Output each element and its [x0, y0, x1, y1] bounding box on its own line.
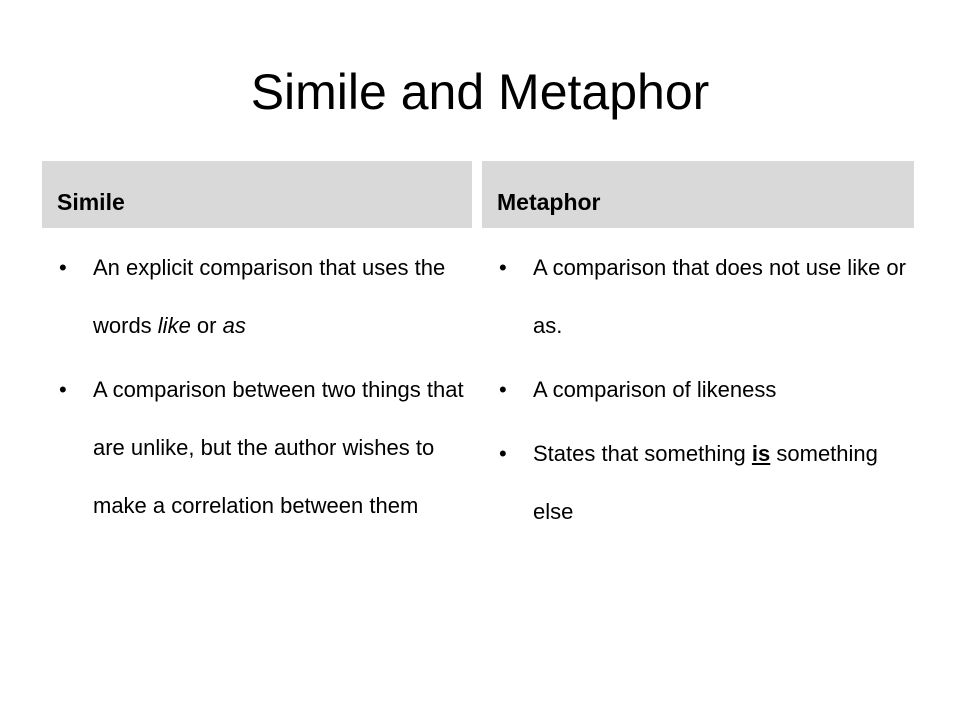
- simile-list: [42, 228, 472, 535]
- metaphor-item-states-is: [482, 425, 914, 541]
- metaphor-item-no-like-as: [482, 239, 914, 355]
- slide-title: Simile and Metaphor: [250, 64, 710, 120]
- simile-item-text: A comparison between two things that are unlike, but the author wishes to make a correlation between them: [93, 377, 464, 518]
- bullet-icon: •: [59, 255, 67, 280]
- simile-item-unlike-things: [42, 361, 472, 535]
- metaphor-list: [482, 228, 914, 541]
- simile-item-explicit-comparison: [42, 239, 472, 355]
- bullet-icon: •: [499, 377, 507, 402]
- emphasized-word-is: is: [751, 441, 771, 466]
- metaphor-item-text: States that something: [533, 441, 752, 466]
- metaphor-item-text: A comparison that does not use like or as.: [533, 255, 906, 338]
- simile-item-text: An explicit comparison that uses the words: [93, 255, 446, 338]
- bullet-icon: •: [499, 255, 507, 280]
- metaphor-header: Metaphor: [482, 161, 914, 228]
- simile-item-text: or: [190, 313, 223, 338]
- metaphor-item-text: A comparison of likeness: [533, 377, 777, 402]
- bullet-icon: •: [59, 377, 67, 402]
- metaphor-column: [482, 161, 914, 547]
- italic-word-as: as: [222, 313, 246, 338]
- metaphor-item-likeness: [482, 361, 914, 419]
- bullet-icon: •: [499, 441, 507, 466]
- simile-column: [42, 161, 472, 541]
- italic-word-like: like: [157, 313, 191, 338]
- simile-header: Simile: [42, 161, 472, 228]
- metaphor-item-text: something else: [533, 441, 878, 524]
